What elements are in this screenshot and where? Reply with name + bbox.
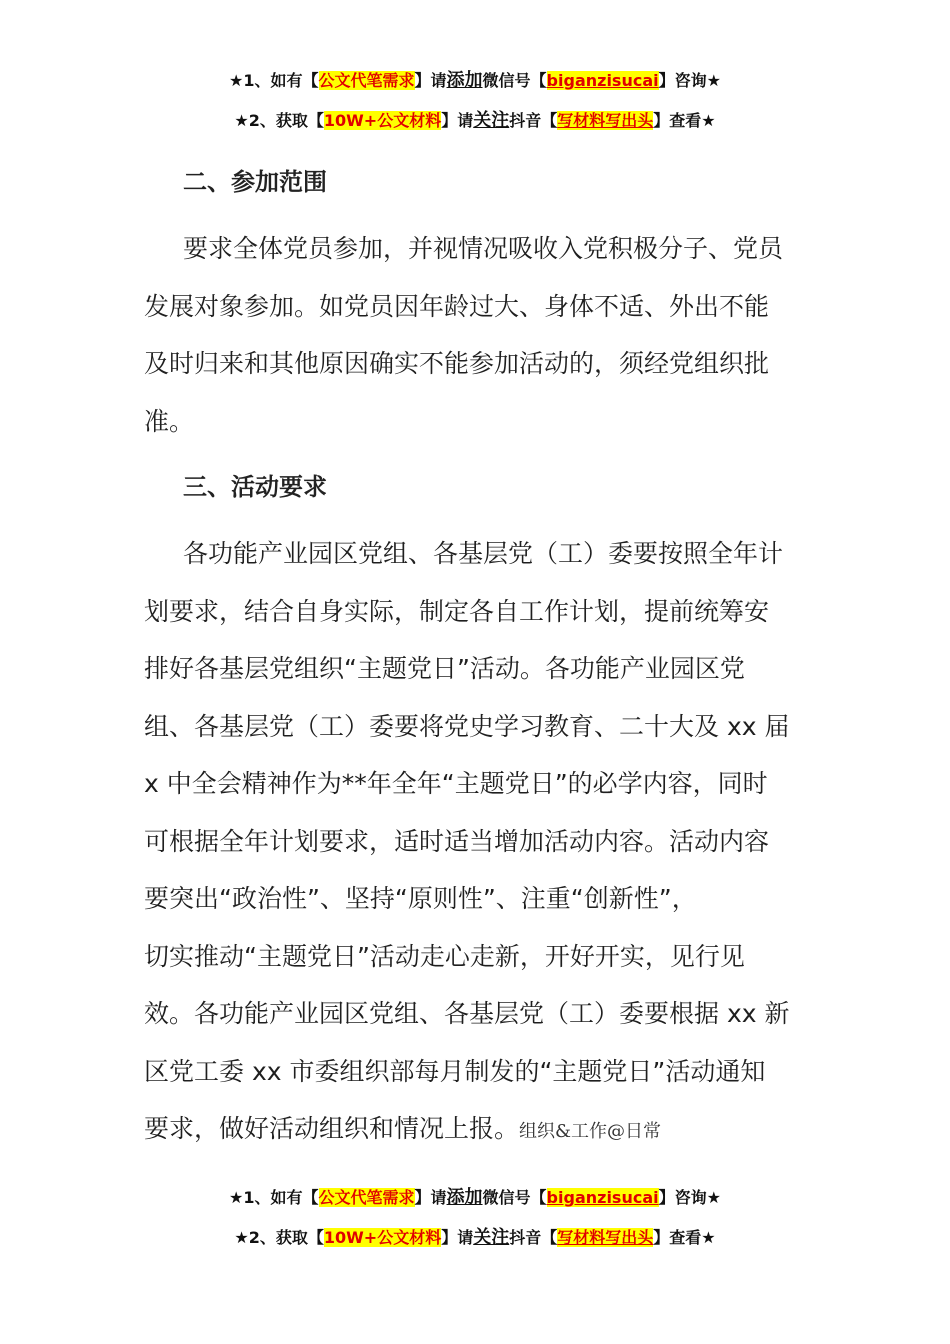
promo-text: 】咨询★ [658,1188,721,1207]
promo-text: 】查看★ [653,111,716,130]
paragraph-line-last [144,1100,808,1161]
paragraph-text: 要求，做好活动组织和情况上报。 [144,1114,520,1143]
paragraph-line: 排好各基层党组织“主题党日”活动。各功能产业园区党 [144,654,745,683]
section-2-heading: 二、参加范围 [183,168,327,196]
signature-mark: 组织&工作@日常 [519,1121,662,1142]
promo-text: 】请 [414,71,447,90]
promo-text: 】咨询★ [658,71,721,90]
promo-text: 抖音【 [509,111,558,130]
paragraph-line: x 中全会精神作为**年全年“主题党日”的必学内容，同时 [144,769,768,798]
promo-highlight: 公文代笔需求 [318,71,415,90]
paragraph-line: 组、各基层党（工）委要将党史学习教育、二十大及 xx 届 [144,711,790,741]
promo-line-1-top [0,70,950,92]
promo-line-2-top [0,110,950,132]
section-3-heading: 三、活动要求 [183,473,327,501]
wechat-id-link[interactable]: biganzisucai [546,71,659,90]
promo-text: 】查看★ [653,1228,716,1247]
promo-text: ★2、获取【 [234,111,324,130]
promo-text: 】请 [414,1188,447,1207]
paragraph-line: 切实推动“主题党日”活动走心走新，开好开实，见行见 [144,941,745,971]
paragraph-line: 可根据全年计划要求，适时适当增加活动内容。活动内容 [144,826,770,856]
promo-text: 微信号【 [482,71,547,90]
promo-highlight: 10W+公文材料 [323,111,442,130]
paragraph-line: 发展对象参加。如党员因年龄过大、身体不适、外出不能 [144,291,770,321]
section-2-paragraph [144,220,808,450]
paragraph-line: 效。各功能产业园区党组、各基层党（工）委要根据 xx 新 [144,999,790,1028]
paragraph-line: 各功能产业园区党组、各基层党（工）委要按照全年计 [183,539,784,568]
paragraph-line: 区党工委 xx 市委组织部每月制发的“主题党日”活动通知 [144,1056,766,1086]
promo-emphasis: 添加 [446,1187,483,1208]
paragraph-line: 准。 [144,406,195,436]
paragraph-line: 要突出“政治性”、坚持“原则性”、注重“创新性”， [144,884,697,913]
promo-highlight: 10W+公文材料 [323,1228,442,1247]
paragraph-line: 要求全体党员参加，并视情况吸收入党积极分子、党员 [183,234,784,263]
douyin-account-link[interactable]: 写材料写出头 [557,111,654,130]
promo-emphasis: 添加 [446,70,483,91]
promo-text: 】请 [441,111,474,130]
promo-highlight: 公文代笔需求 [318,1188,415,1207]
paragraph-line: 划要求，结合自身实际，制定各自工作计划，提前统筹安 [144,596,770,626]
paragraph-line: 及时归来和其他原因确实不能参加活动的，须经党组织批 [144,349,770,378]
section-3-paragraph [144,525,808,1161]
promo-text: ★2、获取【 [234,1228,324,1247]
promo-line-1-bottom [0,1187,950,1209]
promo-text: 微信号【 [482,1188,547,1207]
promo-emphasis: 关注 [473,1227,510,1248]
promo-text: ★1、如有【 [229,1188,319,1207]
promo-text: 抖音【 [509,1228,558,1247]
wechat-id-link[interactable]: biganzisucai [546,1188,659,1207]
promo-text: 】请 [441,1228,474,1247]
promo-text: ★1、如有【 [229,71,319,90]
promo-emphasis: 关注 [473,110,510,131]
promo-line-2-bottom [0,1227,950,1249]
douyin-account-link[interactable]: 写材料写出头 [557,1228,654,1247]
